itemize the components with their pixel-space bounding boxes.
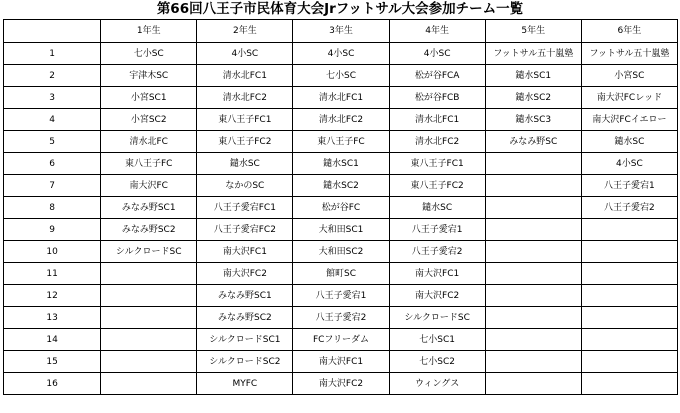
row-number-cell: 1: [4, 43, 101, 65]
row-number-cell: 7: [4, 175, 101, 197]
team-cell: 東八王子FC2: [197, 131, 293, 153]
team-cell: シルクロードSC2: [197, 351, 293, 373]
team-cell: 東八王子FC: [101, 153, 197, 175]
table-row: [4, 263, 678, 285]
team-cell: 小宮SC: [581, 65, 677, 87]
team-cell: 八王子愛宕2: [581, 197, 677, 219]
team-cell: 東八王子FC1: [389, 153, 485, 175]
team-cell: ウィングス: [389, 373, 485, 395]
team-cell: 清水北FC1: [197, 65, 293, 87]
team-cell: [485, 241, 581, 263]
team-cell: 松が谷FC: [293, 197, 389, 219]
team-cell: [485, 197, 581, 219]
team-cell: 南大沢FC1: [389, 263, 485, 285]
team-cell: 八王子愛宕2: [389, 241, 485, 263]
team-cell: 鑓水SC2: [293, 175, 389, 197]
team-cell: 七小SC: [101, 43, 197, 65]
header-grade-cell: 1年生: [101, 20, 197, 43]
team-cell: 4小SC: [293, 43, 389, 65]
team-cell: 館町SC: [293, 263, 389, 285]
team-cell: 七小SC1: [389, 329, 485, 351]
table-row: [4, 131, 678, 153]
table-body: [4, 43, 678, 395]
page-title: 第66回八王子市民体育大会Jrフットサル大会参加チーム一覧: [156, 1, 524, 17]
team-cell: みなみ野SC1: [197, 285, 293, 307]
team-cell: 宇津木SC: [101, 65, 197, 87]
row-number-cell: 5: [4, 131, 101, 153]
team-cell: [485, 153, 581, 175]
team-cell: 八王子愛宕FC2: [197, 219, 293, 241]
team-cell: 南大沢FC2: [197, 263, 293, 285]
team-cell: [101, 307, 197, 329]
row-number-cell: 6: [4, 153, 101, 175]
row-number-cell: 9: [4, 219, 101, 241]
team-cell: 松が谷FCB: [389, 87, 485, 109]
row-number-cell: 12: [4, 285, 101, 307]
team-cell: 清水北FC2: [293, 109, 389, 131]
row-number-cell: 2: [4, 65, 101, 87]
table-row: [4, 373, 678, 395]
team-cell: 南大沢FC1: [293, 351, 389, 373]
table-row: [4, 285, 678, 307]
row-number-cell: 4: [4, 109, 101, 131]
team-cell: 清水北FC1: [293, 87, 389, 109]
team-cell: みなみ野SC1: [101, 197, 197, 219]
team-cell: 八王子愛宕1: [389, 219, 485, 241]
team-cell: 松が谷FCA: [389, 65, 485, 87]
team-cell: [485, 285, 581, 307]
team-cell: [581, 219, 677, 241]
team-cell: 七小SC2: [389, 351, 485, 373]
team-cell: [581, 263, 677, 285]
team-cell: 鑓水SC1: [293, 153, 389, 175]
team-cell: [485, 329, 581, 351]
team-cell: 南大沢FC2: [293, 373, 389, 395]
team-cell: みなみ野SC2: [197, 307, 293, 329]
team-cell: 南大沢FC1: [197, 241, 293, 263]
table-row: [4, 175, 678, 197]
table-row: [4, 87, 678, 109]
team-cell: 東八王子FC2: [389, 175, 485, 197]
team-cell: 大和田SC1: [293, 219, 389, 241]
team-cell: [581, 307, 677, 329]
team-cell: 清水北FC2: [197, 87, 293, 109]
team-cell: 清水北FC1: [389, 109, 485, 131]
team-cell: [485, 263, 581, 285]
team-cell: 南大沢FCイエロー: [581, 109, 677, 131]
team-cell: 東八王子FC1: [197, 109, 293, 131]
table-row: [4, 219, 678, 241]
team-cell: [485, 219, 581, 241]
team-cell: 鑓水SC2: [485, 87, 581, 109]
team-cell: 4小SC: [197, 43, 293, 65]
team-cell: 南大沢FC: [101, 175, 197, 197]
row-number-cell: 16: [4, 373, 101, 395]
table-row: [4, 65, 678, 87]
table-row: [4, 43, 678, 65]
header-grade-cell: 6年生: [581, 20, 677, 43]
table-row: [4, 241, 678, 263]
team-cell: みなみ野SC: [485, 131, 581, 153]
header-grade-cell: 2年生: [197, 20, 293, 43]
team-cell: [101, 351, 197, 373]
team-cell: 南大沢FC2: [389, 285, 485, 307]
table-row: [4, 153, 678, 175]
team-cell: [101, 285, 197, 307]
team-cell: 鑓水SC: [389, 197, 485, 219]
team-cell: 鑓水SC: [197, 153, 293, 175]
team-cell: [485, 175, 581, 197]
table-row: [4, 307, 678, 329]
team-cell: 鑓水SC3: [485, 109, 581, 131]
header-grade-cell: 4年生: [389, 20, 485, 43]
team-cell: 大和田SC2: [293, 241, 389, 263]
team-cell: 4小SC: [389, 43, 485, 65]
team-cell: 東八王子FC: [293, 131, 389, 153]
team-cell: 鑓水SC: [581, 131, 677, 153]
team-cell: 4小SC: [581, 153, 677, 175]
team-cell: シルクロードSC1: [197, 329, 293, 351]
team-cell: FCフリーダム: [293, 329, 389, 351]
team-cell: 八王子愛宕1: [581, 175, 677, 197]
team-cell: [485, 373, 581, 395]
team-cell: [581, 241, 677, 263]
team-cell: 鑓水SC1: [485, 65, 581, 87]
team-cell: 小宮SC2: [101, 109, 197, 131]
team-cell: シルクロードSC: [389, 307, 485, 329]
table-row: [4, 329, 678, 351]
team-cell: みなみ野SC2: [101, 219, 197, 241]
team-cell: フットサル五十嵐塾: [485, 43, 581, 65]
team-cell: 清水北FC: [101, 131, 197, 153]
row-number-cell: 15: [4, 351, 101, 373]
row-number-cell: 14: [4, 329, 101, 351]
team-cell: [581, 329, 677, 351]
team-cell: [485, 351, 581, 373]
team-roster-table: [3, 19, 678, 395]
team-cell: [581, 285, 677, 307]
team-cell: 七小SC: [293, 65, 389, 87]
team-cell: シルクロードSC: [101, 241, 197, 263]
team-cell: 南大沢FCレッド: [581, 87, 677, 109]
team-cell: [101, 263, 197, 285]
table-header-row: [4, 20, 678, 43]
row-number-cell: 11: [4, 263, 101, 285]
team-cell: 小宮SC1: [101, 87, 197, 109]
team-cell: 八王子愛宕2: [293, 307, 389, 329]
team-cell: MYFC: [197, 373, 293, 395]
row-number-cell: 10: [4, 241, 101, 263]
team-cell: なかのSC: [197, 175, 293, 197]
team-cell: [581, 373, 677, 395]
header-grade-cell: 5年生: [485, 20, 581, 43]
header-number-cell: [4, 20, 101, 43]
team-cell: 八王子愛宕FC1: [197, 197, 293, 219]
team-cell: [101, 373, 197, 395]
team-cell: [581, 351, 677, 373]
table-row: [4, 197, 678, 219]
table-row: [4, 351, 678, 373]
team-cell: 八王子愛宕1: [293, 285, 389, 307]
row-number-cell: 3: [4, 87, 101, 109]
table-row: [4, 109, 678, 131]
team-cell: フットサル五十嵐塾: [581, 43, 677, 65]
team-cell: [101, 329, 197, 351]
row-number-cell: 8: [4, 197, 101, 219]
row-number-cell: 13: [4, 307, 101, 329]
header-grade-cell: 3年生: [293, 20, 389, 43]
team-cell: 清水北FC2: [389, 131, 485, 153]
team-cell: [485, 307, 581, 329]
